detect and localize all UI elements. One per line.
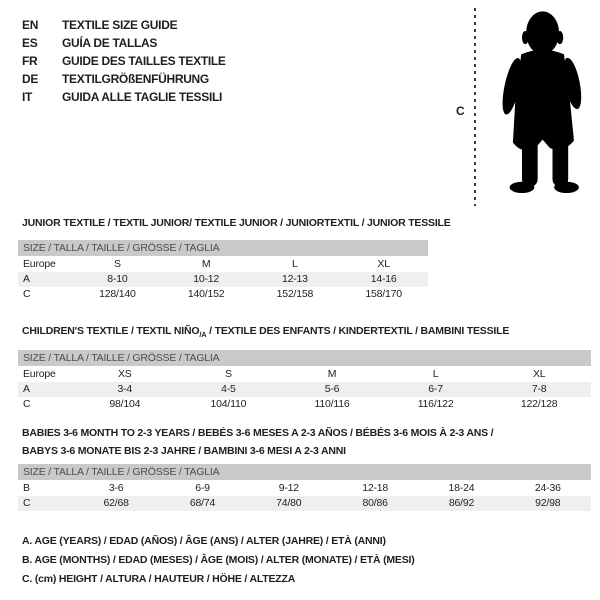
table-cell: S [224, 368, 232, 380]
language-code: IT [22, 90, 33, 104]
height-measure-label: C [456, 104, 465, 118]
table-cell: 6-9 [195, 482, 210, 494]
table-cell: 7-8 [531, 383, 547, 395]
table-cell: 68/74 [189, 497, 216, 509]
table-row [18, 496, 591, 511]
table-cell: S [113, 258, 121, 270]
size-header-bar: SIZE / TALLA / TAILLE / GRÖSSE / TAGLIA [18, 240, 428, 256]
table-cell: 4-5 [221, 383, 236, 395]
table-cell: 128/140 [99, 288, 136, 300]
row-label: Europe [23, 368, 56, 380]
table-cell: 140/152 [187, 288, 225, 300]
language-row [22, 70, 226, 88]
note-age-years: A. AGE (YEARS) / EDAD (AÑOS) / ÂGE (ANS) / ALTER (JAHRE) / ETÀ (ANNI) [22, 535, 386, 547]
table-cell: 18-24 [448, 482, 475, 494]
row-label: A [23, 383, 30, 395]
table-cell: 80/86 [362, 497, 388, 509]
language-row [22, 16, 226, 34]
table-cell: 104/110 [210, 398, 247, 410]
babies-title-line2: BABYS 3-6 MONATE BIS 2-3 JAHRE / BAMBINI 3-6 MESI A 2-3 ANNI [22, 445, 346, 457]
table-cell: 24-36 [534, 482, 561, 494]
table-cell: 9-12 [278, 482, 299, 494]
babies-size-table [18, 464, 591, 511]
table-cell: 10-12 [193, 273, 220, 285]
table-cell: 74/80 [276, 497, 302, 509]
row-label: C [23, 497, 31, 509]
children-title-sub: /A [199, 330, 207, 340]
table-cell: 5-6 [324, 383, 340, 395]
table-cell: 116/122 [417, 398, 454, 410]
table-row [18, 382, 591, 397]
language-list [22, 16, 226, 106]
language-code: DE [22, 72, 39, 86]
table-cell: XS [117, 368, 132, 380]
table-cell: 8-10 [107, 273, 128, 285]
row-label: A [23, 273, 30, 285]
language-title: TEXTILE SIZE GUIDE [62, 18, 178, 32]
table-cell: 122/128 [520, 398, 558, 410]
table-cell: XL [377, 258, 390, 270]
table-cell: 3-6 [108, 482, 124, 494]
row-label: C [23, 288, 31, 300]
row-label: Europe [23, 258, 56, 270]
children-title-suffix: / TEXTILE DES ENFANTS / KINDERTEXTIL / BAMBINI TESSILE [206, 325, 510, 337]
table-cell: 98/104 [109, 398, 141, 410]
table-cell: 3-4 [117, 383, 133, 395]
table-cell: M [327, 368, 337, 380]
table-cell: XL [532, 368, 546, 380]
table-cell: L [292, 258, 298, 270]
table-cell: M [201, 258, 211, 270]
language-row [22, 34, 226, 52]
table-cell: 86/92 [448, 497, 475, 509]
junior-size-table [18, 240, 428, 302]
language-row [22, 52, 226, 70]
children-table-title [22, 322, 509, 344]
table-row [18, 397, 591, 412]
table-cell: 92/98 [535, 497, 561, 509]
language-code: ES [22, 36, 38, 50]
note-height-cm: C. (cm) HEIGHT / ALTURA / HAUTEUR / HÖHE / ALTEZZA [22, 573, 296, 585]
babies-title-line1: BABIES 3-6 MONTH TO 2-3 YEARS / BEBÉS 3-6 MESES A 2-3 AÑOS / BÉBÉS 3-6 MOIS À 2-3 ANS / [22, 427, 494, 439]
note-age-months: B. AGE (MONTHS) / EDAD (MESES) / ÂGE (MOIS) / ALTER (MONATE) / ETÀ (MESI) [22, 554, 415, 566]
row-label: C [23, 398, 31, 410]
language-code: FR [22, 54, 38, 68]
table-cell: L [432, 368, 439, 380]
toddler-silhouette-icon [470, 2, 600, 208]
table-cell: 62/68 [103, 497, 129, 509]
table-cell: 6-7 [428, 383, 443, 395]
table-cell: 12-13 [281, 273, 308, 285]
size-header-bar: SIZE / TALLA / TAILLE / GRÖSSE / TAGLIA [18, 350, 591, 366]
junior-table-title: JUNIOR TEXTILE / TEXTIL JUNIOR/ TEXTILE JUNIOR / JUNIORTEXTIL / JUNIOR TESSILE [22, 217, 451, 229]
language-title: GUÍA DE TALLAS [62, 36, 158, 50]
table-cell: 14-16 [370, 273, 397, 285]
table-row [18, 257, 428, 272]
babies-table-title [22, 424, 493, 460]
language-title: GUIDA ALLE TAGLIE TESSILI [62, 90, 223, 104]
table-cell: 12-18 [362, 482, 389, 494]
row-label: B [23, 482, 30, 494]
legend-notes [22, 532, 415, 589]
language-row [22, 88, 226, 106]
table-row [18, 481, 591, 496]
size-header-bar: SIZE / TALLA / TAILLE / GRÖSSE / TAGLIA [18, 464, 591, 480]
table-cell: 110/116 [314, 398, 350, 410]
language-title: GUIDE DES TAILLES TEXTILE [62, 54, 226, 68]
language-title: TEXTILGRÖßENFÜHRUNG [62, 72, 209, 86]
table-cell: 152/158 [276, 288, 314, 300]
children-size-table [18, 350, 591, 412]
table-cell: 158/170 [365, 288, 402, 300]
table-row [18, 272, 428, 287]
language-code: EN [22, 18, 39, 32]
children-title-prefix: CHILDREN'S TEXTILE / TEXTIL NIÑO [22, 325, 200, 337]
table-row [18, 367, 591, 382]
table-row [18, 287, 428, 302]
